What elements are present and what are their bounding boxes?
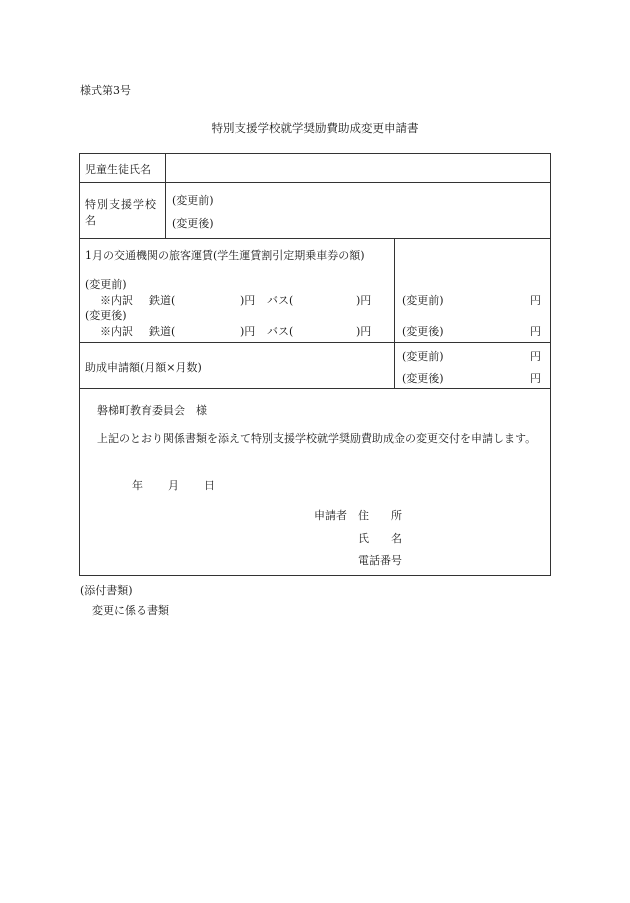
fare-before-rail: 鉄道( bbox=[149, 294, 176, 307]
school-before-label: (変更前) bbox=[172, 194, 214, 207]
date-month: 月 bbox=[168, 479, 179, 492]
fare-before-bus: バス( bbox=[267, 294, 294, 307]
fare-after-rail: 鉄道( bbox=[149, 325, 176, 338]
document-title: 特別支援学校就学奨励費助成変更申請書 bbox=[211, 121, 419, 135]
fare-total-before-label: (変更前) bbox=[402, 294, 444, 307]
phone-label: 電話番号 bbox=[358, 554, 402, 567]
fare-after-breakdown: ※内訳 bbox=[100, 325, 133, 338]
row-divider bbox=[80, 238, 550, 239]
fare-before-rail-yen: )円 bbox=[240, 294, 256, 307]
address-label: 住 所 bbox=[358, 509, 402, 522]
fare-title: 1月の交通機関の旅客運賃(学生運賃割引定期乗車券の額) bbox=[85, 249, 365, 262]
application-form bbox=[79, 153, 551, 576]
school-name-label: 特別支援学校 bbox=[85, 198, 157, 211]
column-divider bbox=[394, 238, 395, 388]
row-divider bbox=[80, 388, 550, 389]
date-year: 年 bbox=[132, 479, 143, 492]
school-after-label: (変更後) bbox=[172, 217, 214, 230]
application-body bbox=[85, 431, 547, 447]
row-divider bbox=[80, 342, 550, 343]
fare-after-bus-yen: )円 bbox=[356, 325, 372, 338]
fare-before-bus-yen: )円 bbox=[356, 294, 372, 307]
attachment-item: 変更に係る書類 bbox=[92, 604, 169, 617]
student-name-label: 児童生徒氏名 bbox=[85, 163, 151, 176]
fare-before-label: (変更前) bbox=[85, 278, 127, 291]
attachments-heading: (添付書類) bbox=[80, 584, 133, 597]
subsidy-before-label: (変更前) bbox=[402, 350, 444, 363]
subsidy-before-yen: 円 bbox=[530, 350, 541, 363]
date-day: 日 bbox=[204, 479, 215, 492]
school-name-label-suffix: 名 bbox=[85, 214, 96, 227]
subsidy-after-label: (変更後) bbox=[402, 372, 444, 385]
name-label: 氏 名 bbox=[358, 532, 402, 545]
fare-total-after-yen: 円 bbox=[530, 325, 541, 338]
row-divider bbox=[80, 182, 550, 183]
fare-before-breakdown: ※内訳 bbox=[100, 294, 133, 307]
subsidy-after-yen: 円 bbox=[530, 372, 541, 385]
application-body-text: 上記のとおり関係書類を添えて特別支援学校就学奨励費助成金の変更交付を申請します。 bbox=[97, 432, 537, 445]
fare-after-bus: バス( bbox=[267, 325, 294, 338]
fare-after-rail-yen: )円 bbox=[240, 325, 256, 338]
fare-total-after-label: (変更後) bbox=[402, 325, 444, 338]
subsidy-label: 助成申請額(月額×月数) bbox=[85, 361, 202, 374]
form-number: 様式第3号 bbox=[80, 84, 131, 97]
applicant-label: 申請者 bbox=[314, 509, 347, 522]
fare-total-before-yen: 円 bbox=[530, 294, 541, 307]
column-divider bbox=[165, 154, 166, 238]
fare-after-label: (変更後) bbox=[85, 309, 127, 322]
addressee: 磐梯町教育委員会 様 bbox=[97, 404, 207, 417]
